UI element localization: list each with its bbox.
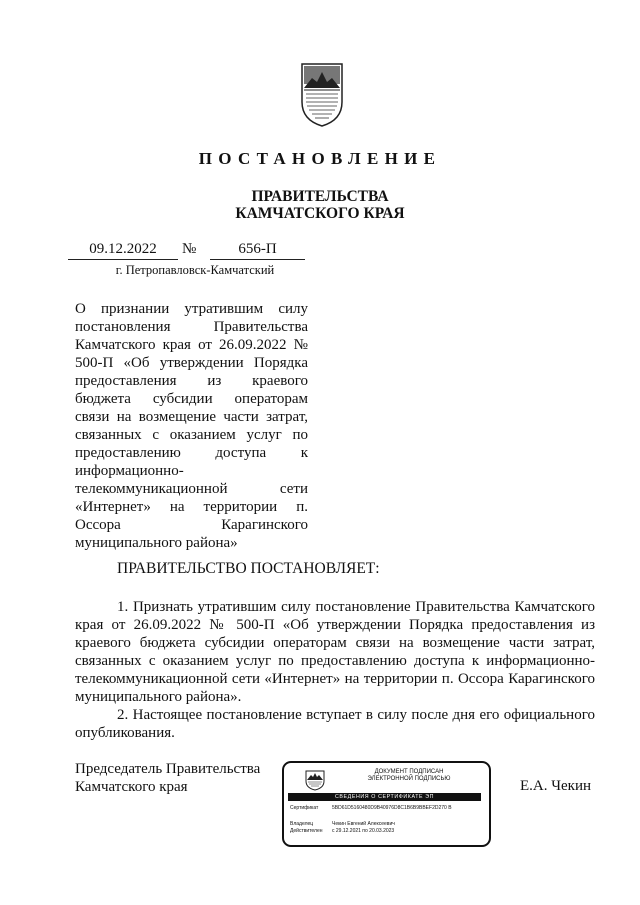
stamp-heading-line-1: ДОКУМЕНТ ПОДПИСАН [374, 769, 444, 775]
stamp-valid-value: с 29.12.2021 по 20.03.2023 [332, 828, 395, 834]
stamp-owner-value: Чекин Евгений Алексеевич [332, 821, 395, 827]
clause-2: 2. Настоящее постановление вступает в силу после дня его официального опубликования. [75, 707, 595, 741]
signer-position-line-1: Председатель Правительства [75, 761, 261, 777]
signer-name: Е.А. Чекин [520, 778, 591, 794]
decree-heading: ПРАВИТЕЛЬСТВО ПОСТАНОВЛЯЕТ: [117, 560, 380, 577]
stamp-heading [339, 769, 479, 783]
kamchatka-emblem-icon [300, 62, 344, 128]
stamp-row-validity [290, 828, 480, 834]
document-body [75, 598, 595, 742]
stamp-heading-line-2: ЭЛЕКТРОННОЙ ПОДПИСЬЮ [367, 776, 451, 782]
document-number: 656-П [210, 241, 305, 260]
e-signature-stamp [282, 761, 491, 847]
signer-position [75, 760, 260, 796]
issue-city: г. Петропавловск-Камчатский [115, 263, 275, 277]
document-subject: О признании утратившим силу постановления Правительства Камчатского края от 26.09.2022 № 500-П «Об утверждении Порядка предоставления из краевого бюджета субсидии операторам связи на возмещение части затрат, связанных с оказанием услуг по предоставлению доступа к информационно-телекоммуникационной сети «Интернет» на территории п. Оссора Карагинского муниципального района» [75, 301, 308, 551]
stamp-cert-value: 5BD61D5160480D9B40976D8C1B6B9BBEF2D270 B [332, 805, 452, 811]
stamp-valid-label: Действителен [290, 828, 323, 834]
stamp-row-owner [290, 821, 480, 827]
clause-1: 1. Признать утратившим силу постановление Правительства Камчатского края от 26.09.2022 № 500-П «Об утверждении Порядка предоставления из краевого бюджета субсидии операторам связи на возмещение части затрат, связанных с оказанием услуг по предоставлению доступа к информационно-телекоммуникационной сети «Интернет» на территории п. Оссора Карагинского муниципального района». [75, 599, 595, 705]
stamp-certificate-bar: СВЕДЕНИЯ О СЕРТИФИКАТЕ ЭП [288, 793, 481, 801]
stamp-row-certificate [290, 805, 480, 811]
issuer-line-2: КАМЧАТСКОГО КРАЯ [235, 205, 405, 222]
stamp-owner-label: Владелец [290, 821, 314, 827]
number-sign: № [182, 241, 197, 257]
stamp-emblem-icon [304, 769, 326, 791]
signer-position-line-2: Камчатского края [75, 779, 188, 795]
document-date: 09.12.2022 [68, 241, 178, 260]
issuer-line-1: ПРАВИТЕЛЬСТВА [251, 188, 389, 205]
stamp-cert-label: Сертификат [290, 805, 319, 811]
document-title: ПОСТАНОВЛЕНИЕ [198, 149, 442, 168]
